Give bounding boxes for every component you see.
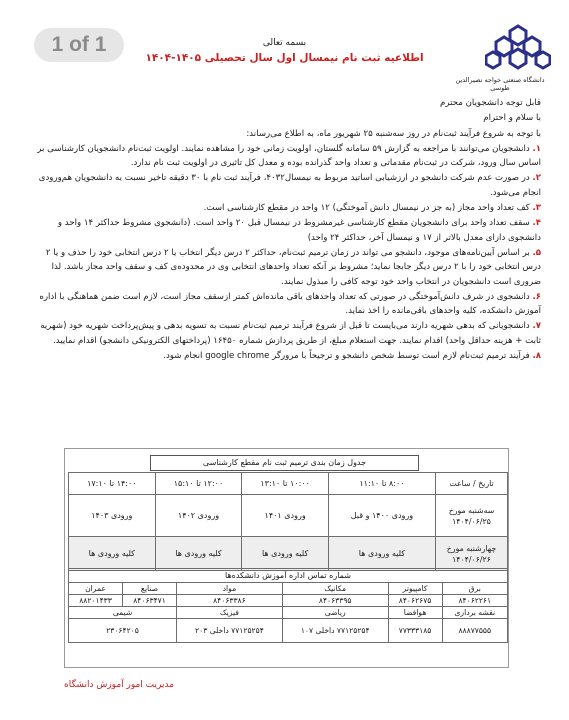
contacts-phones-row bbox=[69, 619, 508, 643]
faculty-phone: ۷۷۱۲۵۲۵۴ داخلی ۱۰۷ bbox=[282, 619, 388, 643]
faculty-name: شیمی bbox=[69, 607, 177, 619]
schedule-cell: کلیه ورودی ها bbox=[242, 537, 329, 571]
faculty-phone: ۸۴۰۶۳۴۷۱ bbox=[123, 595, 177, 607]
schedule-header-cell: ۱۰:۰۰ تا ۱۳:۱۰ bbox=[242, 473, 329, 495]
schedule-cell: ورودی ۱۴۰۳ bbox=[69, 495, 156, 537]
item-3 bbox=[32, 201, 541, 215]
faculty-phone: ۲۳۰۶۴۲۰۵ bbox=[69, 619, 177, 643]
item-text: سقف تعداد واحد برای دانشجویان مقطع کارشناسی غیرمشروط در نیمسال قبل ۲۰ واحد است. (دانشجوی مشروط حداکثر ۱۴ واحد و دانشجوی دارای معدل بالاتر از ۱۷ و نیمسال آخر، حداکثر ۲۴ واحد) bbox=[57, 218, 541, 243]
item-6 bbox=[32, 290, 541, 319]
faculty-name: کامپیوتر bbox=[388, 583, 442, 595]
schedule-day-cell: سه‌شنبه مورخ ۱۴۰۴/۰۶/۲۵ bbox=[436, 495, 508, 537]
faculty-name: عمران bbox=[69, 583, 123, 595]
item-text: بر اساس آیین‌نامه‌های موجود، دانشجو می تواند در زمان ترمیم ثبت‌نام، حداکثر ۲ درس دیگر انتخاب یا ۲ درس انتخابی خود را حذف و یا ۲ درس انتخابی خود را با ۲ درس دیگر جابجا نماید؛ مشروط بر آنکه تعداد واحدهای انتخابی وی در محدوده‌ی کف و سقف واحد مجاز باشد. لذا ضروری است دانشجویان در انتخاب واحد خود توجه کافی را مبذول نمایند. bbox=[45, 247, 541, 287]
item-number: ۳. bbox=[532, 203, 541, 214]
signature: مدیریت امور آموزش دانشگاه bbox=[64, 680, 175, 690]
faculty-name: صنایع bbox=[123, 583, 177, 595]
item-number: ۵. bbox=[532, 247, 541, 258]
intro-paragraph: با توجه به شروع فرآیند ثبت‌نام در روز سه‌شنبه ۲۵ شهریور ماه، به اطلاع می‌رساند: bbox=[246, 128, 541, 139]
item-7 bbox=[32, 319, 541, 348]
item-text: فرآیند ترمیم ثبت‌نام لازم است توسط شخص دانشجو و ترجیحاً با مرورگر google chrome انجام شود. bbox=[163, 351, 530, 362]
faculty-phone: ۸۸۲۰۱۴۳۳ bbox=[69, 595, 123, 607]
contacts-names-row bbox=[69, 583, 508, 595]
faculty-name: نقشه برداری bbox=[442, 607, 507, 619]
contacts-names-row bbox=[69, 607, 508, 619]
schedule-row bbox=[69, 537, 508, 571]
faculty-name: فیزیک bbox=[177, 607, 283, 619]
item-5 bbox=[32, 246, 541, 289]
schedule-header-row bbox=[69, 473, 508, 495]
faculty-phone: ۸۸۸۷۷۵۵۵ bbox=[442, 619, 507, 643]
faculty-phone: ۷۷۱۲۵۲۵۴ داخلی ۲۰۳ bbox=[177, 619, 283, 643]
schedule-cell: کلیه ورودی ها bbox=[328, 537, 435, 571]
faculty-phone: ۸۴۰۶۳۳۹۵ bbox=[282, 595, 388, 607]
item-number: ۸. bbox=[532, 351, 541, 362]
item-8 bbox=[32, 349, 541, 363]
schedule-cell: ورودی ۱۴۰۲ bbox=[155, 495, 242, 537]
schedule-header-cell: ۱۲:۰۰ تا ۱۵:۱۰ bbox=[155, 473, 242, 495]
schedule-cell: کلیه ورودی ها bbox=[69, 537, 156, 571]
item-1 bbox=[32, 142, 541, 171]
faculty-name: مکانیک bbox=[282, 583, 388, 595]
schedule-row bbox=[69, 495, 508, 537]
faculty-phone: ۸۴۰۶۳۳۸۶ bbox=[177, 595, 283, 607]
salutation-line-2: با سلام و احترام bbox=[483, 113, 541, 124]
faculty-phone: ۷۷۳۳۳۱۸۵ bbox=[388, 619, 442, 643]
schedule-table-title: جدول زمان بندی ترمیم ثبت نام مقطع کارشناسی bbox=[150, 455, 419, 471]
faculty-name: هوافضا bbox=[388, 607, 442, 619]
university-name: دانشگاه صنعتی خواجه نصیرالدین طوسی bbox=[455, 76, 545, 92]
item-number: ۴. bbox=[532, 218, 541, 229]
faculty-phone: ۸۴۰۶۲۲۶۱ bbox=[442, 595, 507, 607]
item-4 bbox=[32, 216, 541, 245]
item-2 bbox=[32, 171, 541, 200]
faculty-name: ریاضی bbox=[282, 607, 388, 619]
announcement-body bbox=[32, 96, 541, 364]
salutation-line-1: قابل توجه دانشجویان محترم bbox=[440, 98, 541, 108]
schedule-cell: ورودی ۱۴۰۰ و قبل bbox=[328, 495, 435, 537]
item-text: دانشجویانی که بدهی شهریه دارند می‌بایست تا قبل از شروع فرآیند ترمیم ثبت‌نام نسبت به تسویه بدهی و پیش‌پرداخت شهریه خود (شهریه ثابت + هزینه حداقل واحد) اقدام نمایند. جهت استعلام مبلغ، از طریق پردازش شماره ۱۶۴۵۰ (پرداختهای الکترونیکی دانشجو) اقدام نمایید. bbox=[40, 321, 541, 346]
schedule-header-cell: ۸:۰۰ تا ۱۱:۱۰ bbox=[328, 473, 435, 495]
schedule-header-cell: ۱۴:۰۰ تا ۱۷:۱۰ bbox=[69, 473, 156, 495]
schedule-header-cell: تاریخ / ساعت bbox=[436, 473, 508, 495]
university-hexagon-logo-icon bbox=[485, 22, 551, 76]
item-number: ۷. bbox=[532, 321, 541, 332]
item-number: ۱. bbox=[532, 143, 541, 154]
schedule-table bbox=[68, 472, 508, 571]
item-text: کف تعداد واحد مجاز (به جز در نیمسال دانش آموختگی) ۱۲ واحد در مقطع کارشناسی است. bbox=[203, 203, 530, 214]
faculty-name: مواد bbox=[177, 583, 283, 595]
schedule-cell: کلیه ورودی ها bbox=[155, 537, 242, 571]
contacts-phones-row bbox=[69, 595, 508, 607]
contacts-table-title: شماره تماس اداره آموزش دانشکده‌ها bbox=[68, 568, 508, 582]
item-number: ۲. bbox=[532, 173, 541, 184]
page-count-badge: 1 of 1 bbox=[34, 28, 124, 62]
schedule-cell: ورودی ۱۴۰۱ bbox=[242, 495, 329, 537]
basmala: بسمه تعالی bbox=[262, 38, 307, 48]
faculty-phone: ۸۴۰۶۲۶۷۵ bbox=[388, 595, 442, 607]
item-text: دانشجوی در شرف دانش‌آموختگی در صورتی که تعداد واحدهای باقی مانده‌اش کمتر ازسقف مجاز است، لازم است ضمن هماهنگی با اداره آموزش دانشکده، کلیه واحدهای باقی‌مانده را اخذ نماید. bbox=[39, 291, 541, 317]
item-text: در صورت عدم شرکت دانشجو در ارزشیابی اساتید مربوط به نیمسال۴۰۳۲، فرآیند ثبت نام با ۳۰ دقیقه تاخیر نسبت به دانشجویان هم‌ورودی انجام می‌شود. bbox=[38, 173, 541, 198]
item-text: دانشجویان می‌توانند با مراجعه به گزارش ۵۹ سامانه گلستان، اولویت زمانی خود را مشاهده نمایند. اولویت ثبت‌نام دانشجویان کارشناسی بر اساس سال ورود، شرکت در ثبت‌نام مقدماتی و تعداد واحد گذرانده بوده و معدل کل تاثیری در اولویت ثبت نام ندارد. bbox=[37, 143, 541, 169]
faculty-name: برق bbox=[442, 583, 507, 595]
contacts-table bbox=[68, 582, 508, 643]
schedule-day-cell: چهارشنبه مورخ ۱۴۰۴/۰۶/۲۶ bbox=[436, 537, 508, 571]
announcement-title: اطلاعیه ثبت نام نیمسال اول سال تحصیلی ۱۴۰۵-۱۴۰۴ bbox=[145, 52, 424, 64]
item-number: ۶. bbox=[532, 291, 541, 302]
